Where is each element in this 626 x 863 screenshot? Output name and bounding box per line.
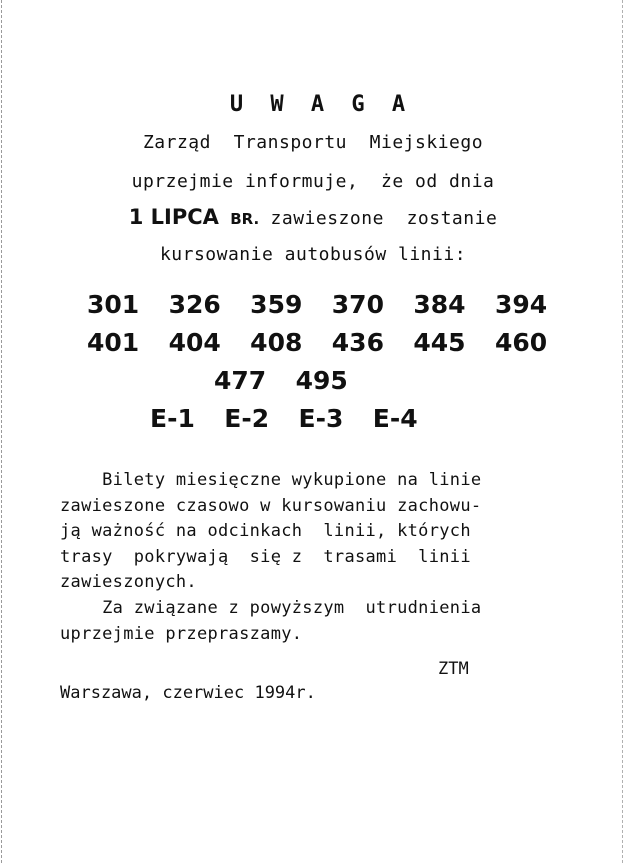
line-after-date: kursowanie autobusów linii: xyxy=(159,244,467,265)
paragraph-line: Za związane z powyższym utrudnienia xyxy=(60,598,482,618)
paragraph-line: zawieszonych. xyxy=(60,572,197,593)
header-line-2: uprzejmie informuje, że od dnia xyxy=(131,171,495,192)
paragraph-line: zawieszone czasowo w kursowaniu zachowu- xyxy=(60,495,482,516)
right-edge-dashes xyxy=(622,0,623,863)
left-edge-dashes xyxy=(1,0,2,863)
paragraph-tickets xyxy=(60,468,481,596)
paragraph-line: trasy pokrywają się z trasami linii xyxy=(60,546,471,567)
bus-lines-row-3: 477 495 xyxy=(214,366,348,395)
signature: ZTM xyxy=(438,659,469,679)
date-line xyxy=(0,205,626,229)
date-bold: 1 LIPCA xyxy=(128,205,219,229)
paragraph-line: ją ważność na odcinkach linii, których xyxy=(60,521,471,542)
place-date: Warszawa, czerwiec 1994r. xyxy=(60,683,316,703)
bus-lines-row-1: 301 326 359 370 384 394 xyxy=(87,290,548,319)
bus-lines-row-2: 401 404 408 436 445 460 xyxy=(87,328,548,357)
header-line-1: Zarząd Transportu Miejskiego xyxy=(142,132,484,153)
date-suffix: BR. xyxy=(230,210,260,228)
date-rest: zawieszone zostanie xyxy=(259,208,498,229)
notice-title: U W A G A xyxy=(229,92,413,117)
paragraph-line: Bilety miesięczne wykupione na linie xyxy=(60,470,482,490)
bus-lines-row-4: E-1 E-2 E-3 E-4 xyxy=(150,404,418,433)
paragraph-line: uprzejmie przepraszamy. xyxy=(60,623,303,644)
paragraph-apology xyxy=(60,596,481,647)
